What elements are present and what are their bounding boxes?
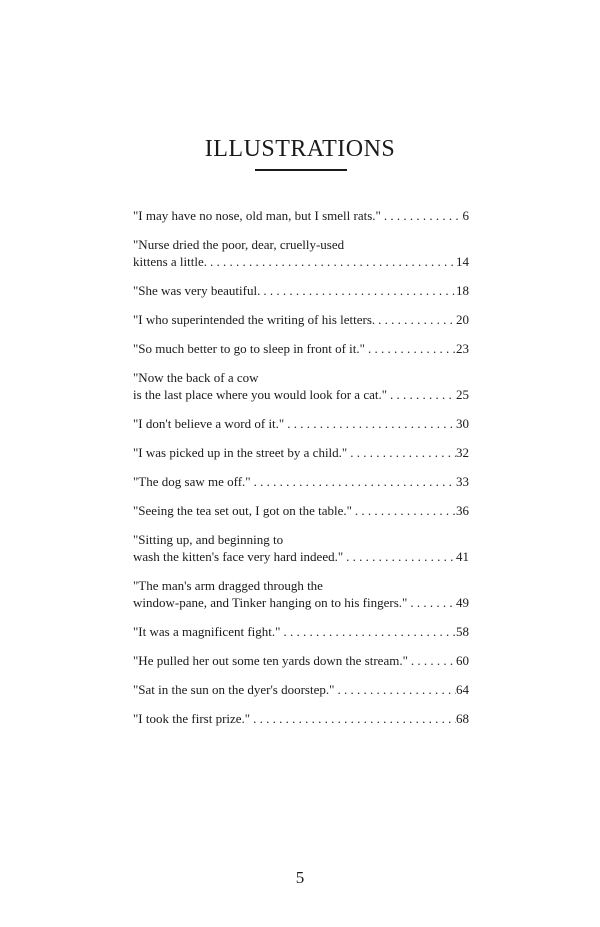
entry-caption-line: window-pane, and Tinker hanging on to his fingers." xyxy=(133,595,408,610)
entry-caption-row xyxy=(133,207,469,224)
entry-caption-line: "I don't believe a word of it." xyxy=(133,416,285,431)
dot-leader xyxy=(334,681,456,698)
dot-leader xyxy=(365,340,456,357)
entry-page-number: 68 xyxy=(456,711,469,726)
dot-leader xyxy=(260,282,456,299)
entry-caption-row xyxy=(133,415,469,432)
list-item xyxy=(133,652,469,669)
entry-caption-row xyxy=(133,652,469,669)
list-item xyxy=(133,415,469,432)
entry-caption-row xyxy=(133,282,469,299)
entry-caption-line: kittens a little. xyxy=(133,254,208,269)
entry-caption-line: wash the kitten's face very hard indeed." xyxy=(133,549,344,564)
list-item xyxy=(133,473,469,490)
entry-page-number: 20 xyxy=(456,312,469,327)
list-item xyxy=(133,444,469,461)
list-item xyxy=(133,502,469,519)
entry-caption-row xyxy=(133,681,469,698)
entry-caption-line: is the last place where you would look for a cat." xyxy=(133,387,388,402)
list-item xyxy=(133,681,469,698)
list-item xyxy=(133,710,469,727)
entry-page-number: 30 xyxy=(456,416,469,431)
dot-leader xyxy=(343,548,456,565)
list-item xyxy=(133,207,469,224)
entry-page-number: 6 xyxy=(462,208,469,223)
entry-caption-line: "I was picked up in the street by a child." xyxy=(133,445,348,460)
dot-leader xyxy=(251,473,456,490)
entry-caption-line: "I took the first prize." xyxy=(133,711,251,726)
entry-page-number: 33 xyxy=(456,474,469,489)
entry-caption-line: "I who superintended the writing of his letters. xyxy=(133,312,376,327)
dot-leader xyxy=(375,311,456,328)
list-item xyxy=(133,623,469,640)
page-title: ILLUSTRATIONS xyxy=(204,136,396,163)
entry-caption-line: "So much better to go to sleep in front of it." xyxy=(133,341,365,356)
entry-page-number: 18 xyxy=(456,283,469,298)
dot-leader xyxy=(408,652,456,669)
entry-caption-row xyxy=(133,253,469,270)
entry-caption-line: "Seeing the tea set out, I got on the table." xyxy=(133,503,352,518)
entry-caption-line: "He pulled her out some ten yards down the stream." xyxy=(133,653,408,668)
dot-leader xyxy=(280,623,456,640)
list-item xyxy=(133,340,469,357)
entry-caption-line: "I may have no nose, old man, but I smell rats." xyxy=(133,208,381,223)
dot-leader xyxy=(407,594,456,611)
title-rule xyxy=(255,169,347,171)
list-item xyxy=(133,577,469,611)
entry-caption-row xyxy=(133,548,469,565)
dot-leader xyxy=(207,253,456,270)
list-item xyxy=(133,236,469,270)
entry-caption-row xyxy=(133,623,469,640)
entry-caption-line: "Now the back of a cow xyxy=(133,370,259,385)
illustrations-list xyxy=(133,207,469,739)
entry-page-number: 58 xyxy=(456,624,469,639)
entry-page-number: 25 xyxy=(456,387,469,402)
entry-caption-row xyxy=(133,594,469,611)
entry-page-number: 60 xyxy=(456,653,469,668)
page-number: 5 xyxy=(295,868,305,887)
list-item xyxy=(133,531,469,565)
entry-caption-line: "The dog saw me off." xyxy=(133,474,251,489)
entry-page-number: 36 xyxy=(456,503,469,518)
entry-caption-row xyxy=(133,473,469,490)
dot-leader xyxy=(352,502,456,519)
dot-leader xyxy=(250,710,456,727)
entry-page-number: 14 xyxy=(456,254,469,269)
dot-leader xyxy=(347,444,456,461)
entry-caption-line: "She was very beautiful. xyxy=(133,283,261,298)
dot-leader xyxy=(284,415,456,432)
dot-leader xyxy=(387,386,456,403)
entry-caption-row xyxy=(133,444,469,461)
entry-caption-row xyxy=(133,502,469,519)
entry-caption-line: "Sat in the sun on the dyer's doorstep." xyxy=(133,682,335,697)
entry-caption-row xyxy=(133,340,469,357)
entry-page-number: 49 xyxy=(456,595,469,610)
list-item xyxy=(133,369,469,403)
entry-caption-row xyxy=(133,311,469,328)
entry-caption-line: "Sitting up, and beginning to xyxy=(133,532,284,547)
entry-caption-line: "The man's arm dragged through the xyxy=(133,578,323,593)
entry-page-number: 32 xyxy=(456,445,469,460)
dot-leader xyxy=(381,207,463,224)
entry-caption-row xyxy=(133,386,469,403)
entry-caption-line: "It was a magnificent fight." xyxy=(133,624,281,639)
entry-page-number: 41 xyxy=(456,549,469,564)
entry-page-number: 64 xyxy=(456,682,469,697)
entry-caption-line: "Nurse dried the poor, dear, cruelly-used xyxy=(133,237,345,252)
list-item xyxy=(133,282,469,299)
entry-page-number: 23 xyxy=(456,341,469,356)
list-item xyxy=(133,311,469,328)
entry-caption-row xyxy=(133,710,469,727)
